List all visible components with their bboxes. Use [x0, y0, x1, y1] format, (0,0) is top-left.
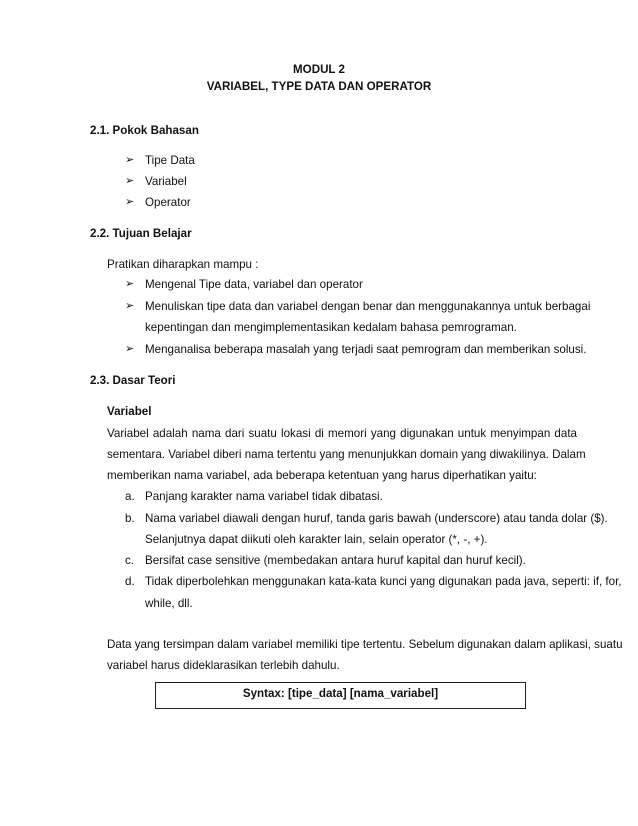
paragraph-line: Variabel adalah nama dari suatu lokasi di memori yang digunakan untuk menyimpan data [107, 427, 577, 440]
rule-letter: d. [125, 575, 135, 588]
paragraph-line: sementara. Variabel diberi nama tertentu yang menunjukkan domain yang diwakilinya. Dalam [107, 448, 586, 461]
module-subtitle: VARIABEL, TYPE DATA DAN OPERATOR [206, 80, 432, 93]
syntax-box [155, 682, 526, 709]
section-heading-2-1: 2.1. Pokok Bahasan [90, 124, 199, 137]
list-item: Variabel [145, 175, 187, 188]
arrow-bullet-icon: ➢ [125, 300, 135, 312]
module-title: MODUL 2 [293, 63, 345, 76]
rule-text: Tidak diperbolehkan menggunakan kata-kata kunci yang digunakan pada java, seperti: if, for, [145, 575, 622, 588]
rule-text: Nama variabel diawali dengan huruf, tanda garis bawah (underscore) atau tanda dolar ($). [145, 512, 608, 525]
list-item: Mengenal Tipe data, variabel dan operator [145, 278, 363, 291]
paragraph-line: memberikan nama variabel, ada beberapa ketentuan yang harus diperhatikan yaitu: [107, 469, 537, 482]
rule-letter: a. [125, 490, 135, 503]
rule-letter: b. [125, 512, 135, 525]
section-heading-2-2: 2.2. Tujuan Belajar [90, 227, 192, 240]
list-item: Tipe Data [145, 154, 195, 167]
arrow-bullet-icon: ➢ [125, 278, 135, 290]
list-item-continuation: kepentingan dan mengimplementasikan kedalam bahasa pemrograman. [145, 321, 517, 334]
intro-text: Pratikan diharapkan mampu : [107, 258, 259, 271]
list-item: Menuliskan tipe data dan variabel dengan benar dan menggunakannya untuk berbagai [145, 300, 591, 313]
subheading-variabel: Variabel [107, 405, 152, 418]
arrow-bullet-icon: ➢ [125, 154, 135, 166]
rule-text: Panjang karakter nama variabel tidak dibatasi. [145, 490, 383, 503]
list-item: Menganalisa beberapa masalah yang terjadi saat pemrogram dan memberikan solusi. [145, 343, 587, 356]
section-heading-2-3: 2.3. Dasar Teori [90, 374, 176, 387]
rule-text-continuation: Selanjutnya dapat diikuti oleh karakter lain, selain operator (*, -, +). [145, 533, 488, 546]
rule-letter: c. [125, 554, 135, 567]
arrow-bullet-icon: ➢ [125, 175, 135, 187]
list-item: Operator [145, 196, 191, 209]
paragraph-line: Data yang tersimpan dalam variabel memiliki tipe tertentu. Sebelum digunakan dalam aplikasi, suatu [107, 638, 623, 651]
rule-text: Bersifat case sensitive (membedakan antara huruf kapital dan huruf kecil). [145, 554, 526, 567]
rule-text-continuation: while, dll. [145, 597, 193, 610]
arrow-bullet-icon: ➢ [125, 196, 135, 208]
arrow-bullet-icon: ➢ [125, 343, 135, 355]
paragraph-line: variabel harus dideklarasikan terlebih dahulu. [107, 659, 340, 672]
syntax-text: Syntax: [tipe_data] [nama_variabel] [242, 687, 439, 700]
